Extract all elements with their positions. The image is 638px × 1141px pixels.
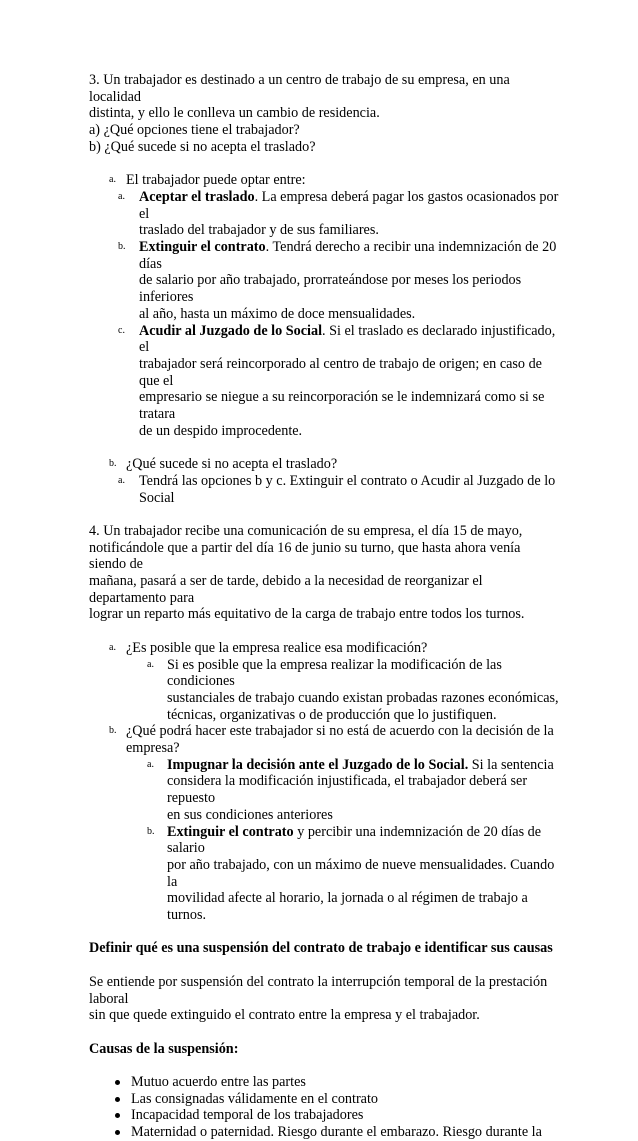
- q3-option-a: a. Aceptar el traslado. La empresa deberá pagar los gastos ocasionados por el traslado del trabajador y de sus familiares.: [118, 188, 559, 239]
- list-item: Maternidad o paternidad. Riesgo durante el embarazo. Riesgo durante la: [89, 1124, 559, 1141]
- list-marker: a.: [147, 658, 154, 670]
- q3-answer-b-text: ¿Qué sucede si no acepta el traslado?: [126, 456, 338, 473]
- list-marker: b.: [118, 241, 126, 253]
- q4-option-a: a. Impugnar la decisión ante el Juzgado de lo Social. Si la sentencia considera la modificación injustificada, el trabajador deberá ser repuesto en sus condiciones anteriores: [147, 756, 554, 823]
- q4-option-b: b. Extinguir el contrato y percibir una indemnización de 20 días de salario por año trabajado, con un máximo de nueve mensualidades. Cuando la movilidad afecte al horario, la jornada o al régimen de trabajo a turnos.: [147, 823, 555, 924]
- option-title: Extinguir el contrato: [167, 823, 294, 840]
- bullet-icon: [115, 1113, 120, 1118]
- list-marker: a.: [118, 190, 125, 202]
- list-marker: a.: [118, 474, 125, 486]
- q4-answer-a-sub: a. Si es posible que la empresa realizar la modificación de las condiciones sustanciales de trabajo cuando existan probadas razones económicas, técnicas, organizativas o de producción que lo justifiquen.: [147, 656, 559, 723]
- section-heading: Definir qué es una suspensión del contrato de trabajo e identificar sus causas: [89, 940, 553, 957]
- bullet-icon: [115, 1080, 120, 1085]
- list-marker: b.: [147, 825, 155, 837]
- q4-statement-line-3: mañana, pasará a ser de tarde, debido a la necesidad de reorganizar el departamento para: [89, 573, 483, 606]
- q3-answer-b-sub: a. Tendrá las opciones b y c. Extinguir el contrato o Acudir al Juzgado de lo Social: [118, 472, 556, 506]
- causes-heading: Causas de la suspensión:: [89, 1040, 239, 1057]
- list-marker: a.: [109, 641, 116, 653]
- option-title: Acudir al Juzgado de lo Social: [139, 322, 323, 339]
- list-item: Incapacidad temporal de los trabajadores: [89, 1107, 559, 1124]
- option-title: Aceptar el traslado: [139, 188, 255, 205]
- list-marker: a.: [147, 758, 154, 770]
- definition-line-1: Se entiende por suspensión del contrato la interrupción temporal de la prestación laboral: [89, 973, 548, 1007]
- list-item: Las consignadas válidamente en el contrato: [89, 1091, 559, 1108]
- q3-answer-b: [89, 456, 559, 473]
- q4-answer-b: b. ¿Qué podrá hacer este trabajador si no está de acuerdo con la decisión de la empresa?: [109, 723, 554, 757]
- q3-option-c: c. Acudir al Juzgado de lo Social. Si el traslado es declarado injustificado, el trabajador será reincorporado al centro de trabajo de origen; en caso de que el empresario se niegue a su reincorporación se le indemnizará como si se tratara de un despido improcedente.: [118, 322, 556, 439]
- bullet-icon: [115, 1130, 120, 1135]
- q3-statement-line-2: distinta, y ello le conlleva un cambio de residencia.: [89, 105, 380, 122]
- list-item: Mutuo acuerdo entre las partes: [89, 1074, 559, 1091]
- option-title: Impugnar la decisión ante el Juzgado de lo Social.: [167, 756, 469, 773]
- q3-option-b: b. Extinguir el contrato. Tendrá derecho a recibir una indemnización de 20 días de salario por año trabajado, prorrateándose por meses los periodos inferiores al año, hasta un máximo de doce mensualidades.: [118, 239, 557, 322]
- q3-question-a: a) ¿Qué opciones tiene el trabajador?: [89, 122, 300, 139]
- list-marker: a.: [109, 174, 116, 186]
- q3-statement-line-1: 3. Un trabajador es destinado a un centro de trabajo de su empresa, en una localidad: [89, 72, 510, 105]
- list-marker: b.: [109, 725, 117, 737]
- q4-statement-line-4: lograr un reparto más equitativo de la carga de trabajo entre todos los turnos.: [89, 606, 525, 623]
- q3-question-b: b) ¿Qué sucede si no acepta el traslado?: [89, 138, 316, 155]
- q4-statement-line-1: 4. Un trabajador recibe una comunicación de su empresa, el día 15 de mayo,: [89, 522, 523, 539]
- list-marker: b.: [109, 458, 117, 470]
- q3-answer-a-text: El trabajador puede optar entre:: [126, 172, 306, 189]
- q4-answer-a: a. ¿Es posible que la empresa realice esa modificación?: [109, 639, 428, 656]
- document-page: [89, 72, 559, 1141]
- list-marker: c.: [118, 324, 125, 336]
- q3-answer-a: [89, 172, 559, 189]
- definition-line-2: sin que quede extinguido el contrato entre la empresa y el trabajador.: [89, 1007, 480, 1024]
- option-title: Extinguir el contrato: [139, 239, 266, 256]
- q4-statement-line-2: notificándole que a partir del día 16 de junio su turno, que hasta ahora venía siendo de: [89, 539, 521, 573]
- bullet-icon: [115, 1097, 120, 1102]
